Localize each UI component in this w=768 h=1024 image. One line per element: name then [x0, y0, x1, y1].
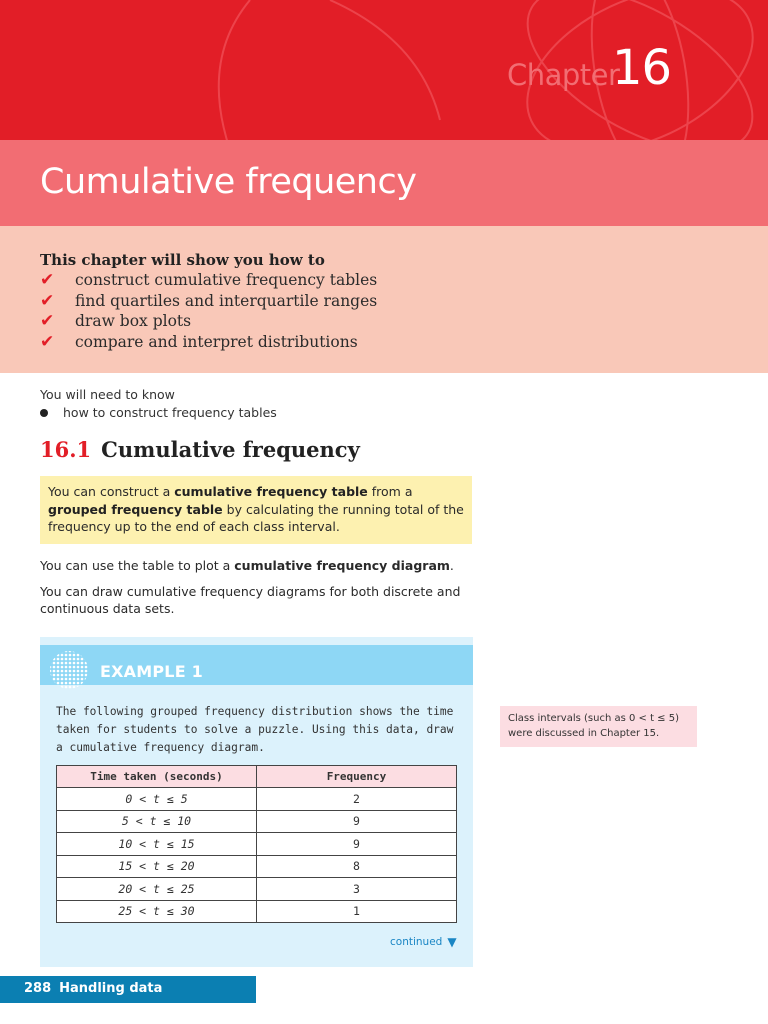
section-title [40, 437, 360, 462]
table-row: 15 < t ≤ 20 8 [57, 855, 457, 878]
check-icon: ✔ [40, 331, 55, 352]
objective-item: ✔ draw box plots [40, 311, 192, 331]
column-header-frequency: Frequency [257, 766, 457, 788]
objectives-list [40, 270, 377, 352]
check-icon: ✔ [40, 270, 55, 290]
need-to-know-item: how to construct frequency tables [40, 404, 277, 422]
objectives-heading: This chapter will show you how to [40, 251, 325, 269]
page-number: 288 [24, 981, 52, 996]
paragraph: You can use the table to plot a cumulative frequency diagram. [40, 558, 454, 573]
example-question: The following grouped frequency distribution shows the time taken for students to solve a puzzle. Using this data, draw a cumulative frequency diagram. [56, 705, 454, 754]
globe-icon [48, 649, 90, 691]
header-band [0, 0, 768, 160]
example-banner [40, 645, 473, 685]
footer-section: Handling data [59, 981, 163, 996]
example-box [40, 637, 473, 967]
table-header-row [57, 766, 457, 788]
table-row: 20 < t ≤ 25 3 [57, 878, 457, 901]
section-heading: Cumulative frequency [101, 437, 360, 462]
chapter-number: 16 [612, 40, 672, 96]
triangle-down-icon: ▼ [447, 935, 457, 949]
table-row: 5 < t ≤ 10 9 [57, 810, 457, 833]
section-number: 16.1 [40, 437, 92, 462]
chapter-title: Cumulative frequency [40, 162, 417, 202]
objective-item: ✔ construct cumulative frequency tables [40, 270, 378, 290]
column-header-time: Time taken (seconds) [57, 766, 257, 788]
table-row: 0 < t ≤ 5 2 [57, 788, 457, 811]
page-footer [0, 976, 256, 1003]
check-icon: ✔ [40, 311, 55, 331]
chapter-objectives [40, 251, 377, 352]
margin-note: Class intervals (such as 0 < t ≤ 5) were discussed in Chapter 15. [500, 706, 697, 747]
table-row: 25 < t ≤ 30 1 [57, 900, 457, 923]
paragraph: You can draw cumulative frequency diagrams for both discrete and continuous data sets. [40, 584, 461, 616]
example-label: EXAMPLE 1 [100, 662, 203, 681]
frequency-table [56, 765, 457, 923]
objective-item: ✔ find quartiles and interquartile ranges [40, 290, 378, 311]
key-point-box: You can construct a cumulative frequency table from a grouped frequency table by calculating the running total of the frequency up to the end of each class interval. [40, 476, 472, 544]
bullet-icon [40, 409, 48, 417]
objective-item: ✔ compare and interpret distributions [40, 331, 358, 352]
continued-link[interactable]: continued ▼ [390, 935, 457, 949]
table-row: 10 < t ≤ 15 9 [57, 833, 457, 856]
check-icon: ✔ [40, 290, 55, 311]
need-to-know-heading: You will need to know [40, 387, 175, 402]
chapter-label: Chapter [507, 58, 620, 92]
need-to-know [40, 386, 277, 422]
